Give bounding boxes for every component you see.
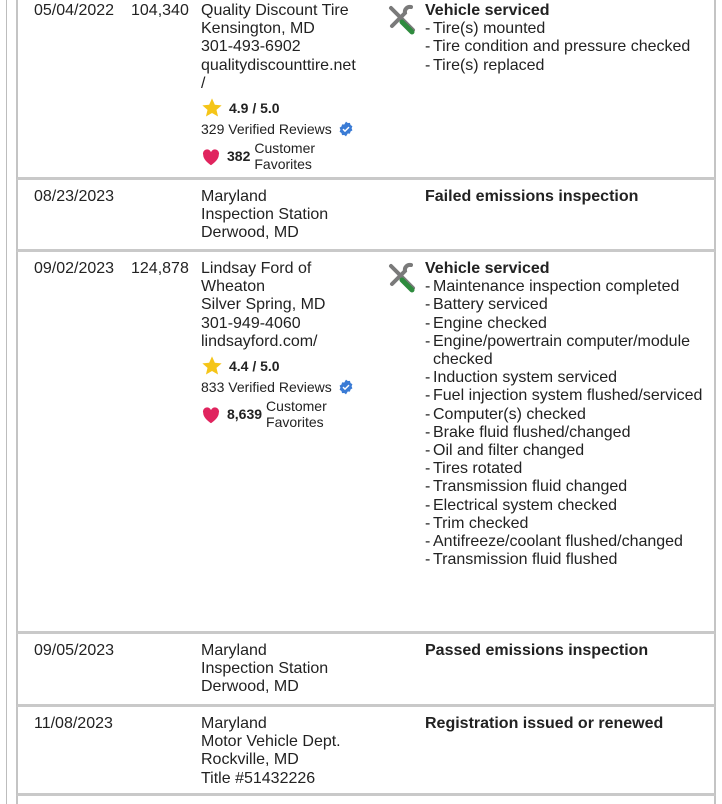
favorites-count: 8,639 [227, 406, 263, 423]
next-row-edge [16, 796, 716, 804]
customer-favorites [201, 399, 381, 430]
source-name: Quality Discount Tire [201, 2, 349, 19]
heart-icon [201, 148, 221, 166]
record-source [201, 642, 381, 697]
detail-title: Failed emissions inspection [425, 188, 639, 205]
history-row [16, 634, 716, 707]
source-website-link[interactable]: lindsayford.com/ [201, 332, 318, 350]
detail-item: - Tire condition and pressure checked [425, 38, 715, 56]
record-source [201, 260, 381, 430]
source-location: Silver Spring, MD [201, 296, 326, 314]
source-phone[interactable]: 301-493-6902 [201, 38, 301, 56]
page-frame-left [6, 0, 7, 804]
source-location: Kensington, MD [201, 20, 315, 38]
detail-item: - Tire(s) mounted [425, 20, 715, 38]
record-details [425, 2, 715, 75]
source-location: Rockville, MD [201, 751, 299, 769]
record-details [425, 260, 715, 569]
source-name: Maryland [201, 715, 267, 732]
favorites-count: 382 [227, 148, 251, 165]
source-website-link-cont[interactable]: / [201, 74, 206, 92]
wrench-screwdriver-icon [386, 262, 418, 294]
detail-item: - Transmission fluid flushed [425, 551, 715, 569]
record-details [425, 642, 715, 660]
rating [201, 355, 381, 377]
record-date: 09/05/2023 [34, 642, 115, 659]
detail-title: Vehicle serviced [425, 260, 550, 277]
verified-reviews[interactable] [201, 377, 381, 397]
detail-item: - Engine/powertrain computer/module checked [425, 333, 715, 369]
rating-value: 4.4 / 5.0 [229, 357, 280, 374]
detail-item: - Induction system serviced [425, 369, 715, 387]
source-location: Derwood, MD [201, 678, 299, 696]
history-row [16, 252, 716, 634]
detail-title: Vehicle serviced [425, 2, 550, 19]
detail-item: - Oil and filter changed [425, 442, 715, 460]
source-name: Lindsay Ford of [201, 260, 312, 277]
record-source [201, 2, 381, 172]
source-type: Inspection Station [201, 206, 329, 224]
record-mileage: 124,878 [131, 260, 189, 277]
star-icon [201, 355, 223, 377]
reviews-count[interactable]: 833 Verified Reviews [201, 378, 332, 395]
detail-item: - Tire(s) replaced [425, 57, 715, 75]
detail-item: - Tires rotated [425, 460, 715, 478]
source-phone[interactable]: 301-949-4060 [201, 314, 301, 332]
service-history-table [16, 0, 716, 796]
history-row [16, 707, 716, 796]
record-details [425, 715, 715, 733]
favorites-label-line2: Favorites [254, 155, 312, 172]
favorites-label-line1: Customer [254, 140, 316, 157]
star-icon [201, 97, 223, 119]
source-name: Maryland [201, 642, 267, 659]
reviews-count[interactable]: 329 Verified Reviews [201, 120, 332, 137]
detail-item: - Electrical system checked [425, 497, 715, 515]
favorites-label-line1: Customer [266, 398, 327, 415]
record-details [425, 188, 715, 206]
detail-title: Registration issued or renewed [425, 715, 664, 732]
detail-list [425, 278, 715, 569]
detail-item: - Trim checked [425, 515, 715, 533]
source-website-link[interactable]: qualitydiscounttire.net [201, 56, 356, 74]
record-source [201, 715, 381, 788]
wrench-screwdriver-icon [386, 4, 418, 36]
record-date: 11/08/2023 [34, 715, 113, 732]
record-mileage: 104,340 [131, 2, 189, 19]
verified-badge-icon [338, 121, 354, 137]
record-source [201, 188, 381, 243]
detail-item: - Maintenance inspection completed [425, 278, 715, 296]
detail-item: - Brake fluid flushed/changed [425, 424, 715, 442]
record-date: 05/04/2022 [34, 2, 115, 19]
title-number: Title #51432226 [201, 769, 316, 787]
customer-favorites [201, 141, 381, 172]
source-name: Maryland [201, 188, 267, 205]
history-row [16, 180, 716, 252]
source-name-cont: Wheaton [201, 278, 266, 296]
favorites-label [254, 141, 315, 172]
detail-item: - Fuel injection system flushed/serviced [425, 387, 715, 405]
detail-item: - Computer(s) checked [425, 406, 715, 424]
source-location: Derwood, MD [201, 224, 299, 242]
favorites-label-line2: Favorites [266, 413, 324, 430]
record-date: 09/02/2023 [34, 260, 115, 277]
detail-item: - Battery serviced [425, 296, 715, 314]
rating [201, 97, 381, 119]
verified-badge-icon [338, 379, 354, 395]
record-date: 08/23/2023 [34, 188, 115, 205]
history-row [16, 0, 716, 180]
source-type: Motor Vehicle Dept. [201, 733, 341, 751]
detail-list [425, 20, 715, 75]
detail-title: Passed emissions inspection [425, 642, 649, 659]
favorites-label [266, 399, 327, 430]
source-type: Inspection Station [201, 660, 329, 678]
detail-item: - Antifreeze/coolant flushed/changed [425, 533, 715, 551]
detail-item: - Transmission fluid changed [425, 478, 715, 496]
detail-item: - Engine checked [425, 315, 715, 333]
heart-icon [201, 406, 221, 424]
rating-value: 4.9 / 5.0 [229, 99, 280, 116]
verified-reviews[interactable] [201, 119, 381, 139]
